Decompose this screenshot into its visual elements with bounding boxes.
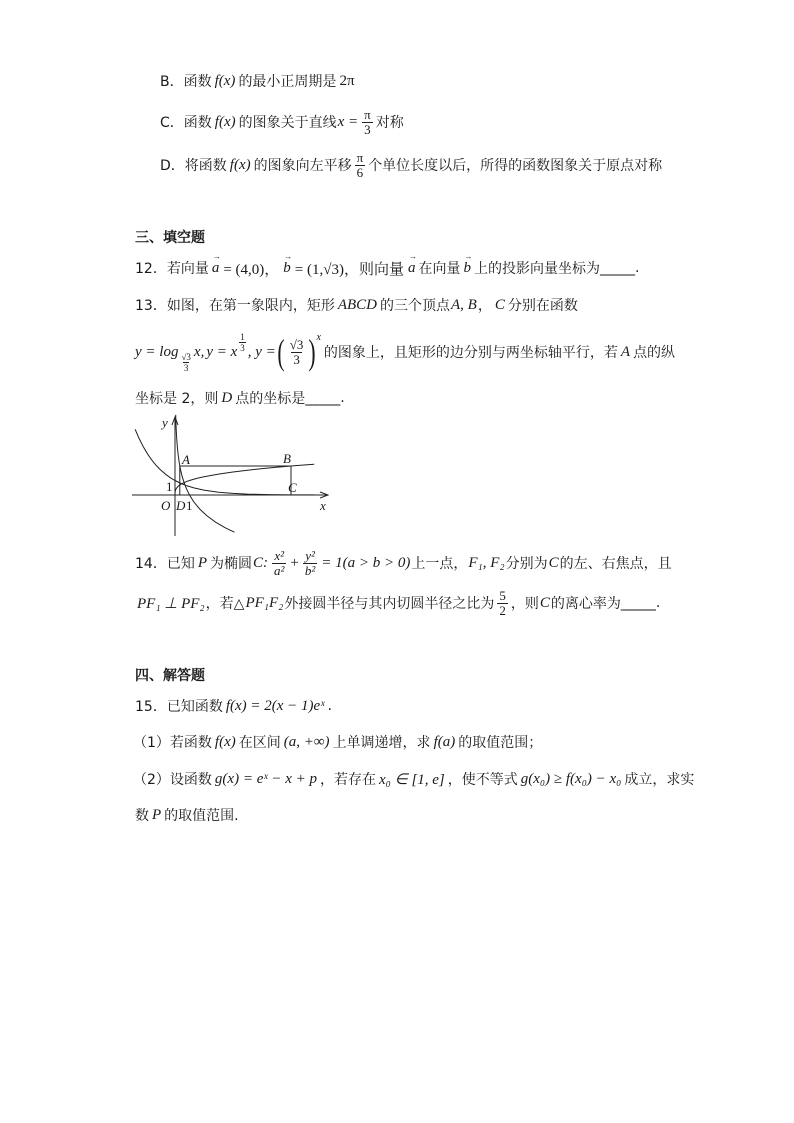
part1-function: f(x) <box>214 733 236 750</box>
question-12 <box>135 248 639 288</box>
option-b-function: f(x) <box>214 72 236 89</box>
option-b-value: 2π <box>339 72 355 89</box>
q15-formula: f(x) = 2(x − 1)eˣ <box>225 697 325 714</box>
label-a: A <box>182 452 190 467</box>
part2-text: ，若存在 <box>320 772 376 788</box>
fraction-denominator: 3 <box>183 362 189 373</box>
option-c-function: f(x) <box>214 113 236 130</box>
q14-line2-end: . <box>655 595 661 611</box>
rectangle-name: ABCD <box>337 296 377 313</box>
log-function-lhs: y = log <box>135 343 179 360</box>
q13-figure <box>128 408 334 540</box>
power-function-lhs: y = x <box>206 343 238 360</box>
q14-text-3: 分别为 <box>505 556 548 572</box>
question-13-line-1 <box>135 285 578 325</box>
question-14-line-2 <box>137 583 660 623</box>
q13-line3-text: 点的坐标是 <box>235 391 306 407</box>
option-c-fraction <box>362 108 373 137</box>
question-13-line-2 <box>135 332 675 372</box>
option-b <box>160 61 358 101</box>
fraction-denominator: b² <box>304 562 316 578</box>
question-15-part-2 <box>133 759 694 799</box>
q13-comma: ， <box>477 298 492 314</box>
fraction-numerator: x² <box>274 547 285 563</box>
option-c-text: 的图象关于直线 <box>238 115 337 131</box>
fraction-denominator: 3 <box>240 342 245 353</box>
part2b-suffix: 的取值范围. <box>164 808 239 824</box>
option-d-text: 的图象向左平移 <box>253 158 352 174</box>
q14-line2-suffix: 的离心率为 <box>550 596 621 612</box>
fraction-denominator: 3 <box>293 351 300 367</box>
fraction-denominator: 6 <box>356 164 364 180</box>
q14-text-2: 上一点， <box>411 556 468 572</box>
part1-text: 在区间 <box>238 735 281 751</box>
q15-prefix: 15．已知函数 <box>135 699 223 715</box>
parameter-p: P <box>152 806 162 823</box>
point-a: A <box>620 343 631 360</box>
plus-sign: + <box>290 554 299 571</box>
vector-a: → a <box>212 260 220 277</box>
q15-end: . <box>327 698 332 714</box>
q13-text: 的三个顶点 <box>380 298 450 314</box>
label-d: D <box>176 498 186 513</box>
option-d <box>160 145 662 185</box>
fraction-denominator: a² <box>274 562 285 578</box>
point-d: D <box>221 389 233 406</box>
part1-prefix: （1）若函数 <box>133 735 212 751</box>
answer-blank: _____ <box>620 595 656 611</box>
part2-prefix: （2）设函数 <box>133 772 212 788</box>
ellipse-x-term <box>272 549 286 578</box>
points-a-b: A, B <box>451 296 477 313</box>
option-d-fraction <box>355 151 366 180</box>
vector-b: → b <box>463 260 471 277</box>
option-b-text: 的最小正周期是 <box>238 74 337 90</box>
q14-text: 为椭圆 <box>210 556 252 572</box>
option-d-prefix: D．将函数 <box>160 158 227 174</box>
label-c: C <box>288 480 297 495</box>
q13-line3-prefix: 坐标是 2，则 <box>135 391 219 407</box>
option-c-equation: x = <box>337 113 359 130</box>
label-x: x <box>320 498 326 513</box>
fraction-numerator: 5 <box>499 587 506 603</box>
part2-function: g(x) = eˣ − x + p <box>214 770 317 787</box>
part2-condition: x₀ ∈ [1, e] <box>379 771 445 788</box>
log-base-fraction <box>180 352 191 373</box>
ellipse-name: C: <box>253 554 268 571</box>
q13-line3-end: . <box>340 390 345 406</box>
exp-base-fraction <box>288 338 306 367</box>
q14-suffix: 的左、右焦点，且 <box>559 556 672 572</box>
section-title: 三、填空题 <box>135 230 205 246</box>
question-15-part-1 <box>133 722 542 762</box>
exp-exponent: x <box>316 331 321 343</box>
answer-blank: _____ <box>599 260 635 276</box>
q13-line2-end: 点的纵 <box>633 345 676 361</box>
foci: F₁, F₂ <box>468 554 505 571</box>
part2-suffix: 成立，求实 <box>624 772 695 788</box>
q12-suffix: 上的投影向量坐标为 <box>473 261 600 277</box>
point-p: P <box>197 554 207 571</box>
option-c-suffix: 对称 <box>375 115 404 131</box>
answer-blank: _____ <box>305 390 341 406</box>
curve-c: C <box>539 594 550 611</box>
question-14-line-1 <box>135 543 672 583</box>
exp-function-lhs: , y = <box>247 343 276 360</box>
part2b-prefix: 数 <box>135 808 149 824</box>
vector-b-value: = (1,√3)，则向量 <box>294 261 404 278</box>
ellipse-y-term <box>303 549 317 578</box>
q12-end: . <box>634 260 640 276</box>
part1-value: f(a) <box>433 733 456 750</box>
fraction-numerator: √3 <box>181 351 191 362</box>
section-title: 四、解答题 <box>135 668 205 684</box>
option-c-prefix: C．函数 <box>160 115 212 131</box>
fraction-denominator: 3 <box>364 121 371 137</box>
vector-a-value: = (4,0)， <box>223 261 280 278</box>
fraction-denominator: 2 <box>499 602 506 618</box>
label-one-x: 1 <box>186 498 193 513</box>
part2-inequality: g(x₀) ≥ f(x₀) − x₀ <box>520 770 622 787</box>
label-y: y <box>162 415 168 430</box>
question-15-part-2-continued <box>135 795 239 835</box>
triangle-name: PF₁F₂ <box>245 594 284 611</box>
vector-a: → a <box>408 260 416 277</box>
option-c <box>160 102 404 142</box>
q14-line2-text-2: 外接圆半径与其内切圆半径之比为 <box>284 596 495 612</box>
curve-c: C <box>548 554 559 571</box>
perpendicular-condition: PF₁ ⊥ PF₂ <box>137 595 205 612</box>
option-d-function: f(x) <box>229 156 251 173</box>
q12-text: 在向量 <box>418 261 461 277</box>
q13-line2-text: 的图象上，且矩形的边分别与两坐标轴平行，若 <box>323 345 618 361</box>
ratio-fraction <box>497 589 508 618</box>
fraction-numerator: π <box>364 106 371 122</box>
q14-line2-text-3: ，则 <box>510 596 539 612</box>
right-parenthesis: ) <box>308 332 317 372</box>
label-o: O <box>161 498 171 513</box>
option-b-prefix: B．函数 <box>160 74 212 90</box>
option-d-suffix: 个单位长度以后，所得的函数图象关于原点对称 <box>368 158 663 174</box>
fraction-numerator: 1 <box>240 331 245 342</box>
question-15 <box>135 686 332 726</box>
label-one-y: 1 <box>166 479 173 494</box>
log-function-argument: x, <box>193 343 205 360</box>
part2-text-2: ，使不等式 <box>447 772 518 788</box>
part1-suffix: 的取值范围； <box>458 735 543 751</box>
left-parenthesis: ( <box>277 332 285 372</box>
q13-suffix: 分别在函数 <box>507 298 578 314</box>
ellipse-condition: = 1(a > b > 0) <box>321 554 411 571</box>
fraction-numerator: π <box>356 149 364 165</box>
label-b: B <box>283 451 291 466</box>
fraction-numerator: y² <box>305 547 315 563</box>
point-c: C <box>494 296 505 313</box>
vector-b: → b <box>283 260 291 277</box>
q12-prefix: 12．若向量 <box>135 261 209 277</box>
part1-text-2: 上单调递增，求 <box>332 735 431 751</box>
q13-prefix: 13．如图，在第一象限内，矩形 <box>135 298 335 314</box>
q14-line2-text: ，若△ <box>205 596 245 612</box>
power-exponent-fraction <box>239 332 246 353</box>
part1-interval: (a, +∞) <box>283 733 330 750</box>
fraction-numerator: √3 <box>289 336 304 352</box>
q14-prefix: 14．已知 <box>135 556 195 572</box>
